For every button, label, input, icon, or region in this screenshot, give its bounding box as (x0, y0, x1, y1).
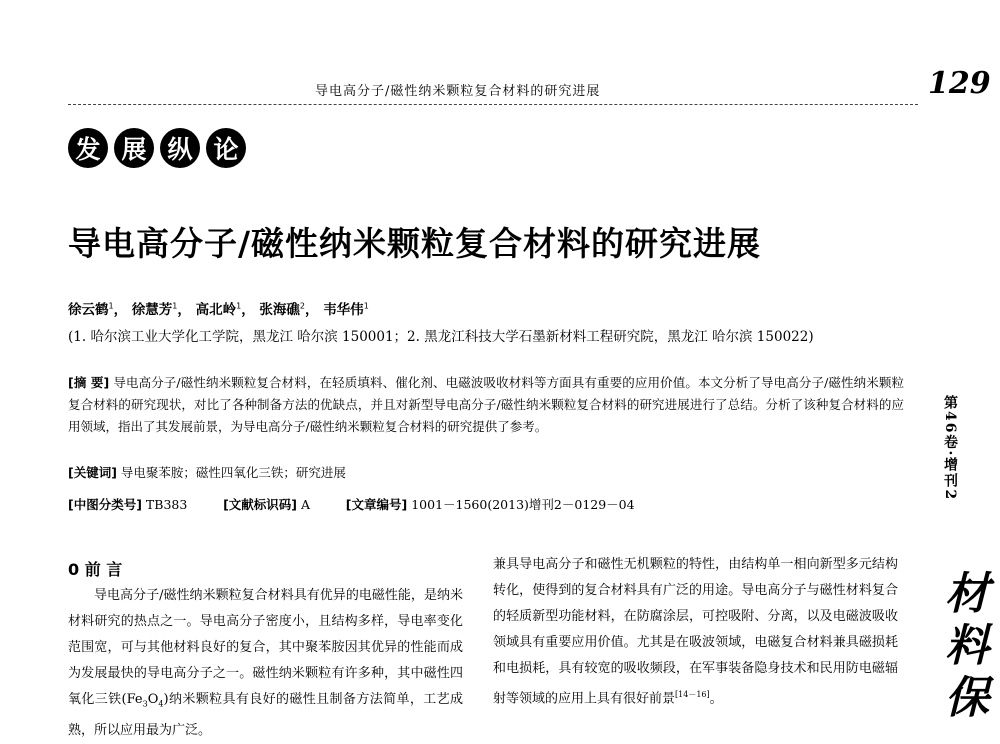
author-name: 韦华伟 (323, 302, 364, 318)
doc-code-value: A (301, 497, 311, 512)
article-no-label: [文章编号] (345, 497, 408, 512)
body-text: 导电高分子/磁性纳米颗粒复合材料具有优异的电磁性能，是纳米材料研究的热点之一。导电高分子密度小，且结构多样，导电率变化范围宽，可与其他材料良好的复合，其中聚苯胺因其优异的性能而成为发展最快的导电高分子之一。磁性纳米颗粒有许多种，其中磁性四氧化三铁(Fe (68, 588, 463, 707)
citation-ref: [14－16] (675, 690, 710, 699)
keywords (68, 463, 346, 481)
author-affiliation-mark: 1 (363, 301, 369, 311)
magazine-name-side: 材料保 (937, 570, 988, 726)
volume-issue-side: 第46卷·增刊2 (942, 395, 958, 502)
classification-line (68, 495, 928, 513)
author-name: 徐慧芳 (131, 302, 173, 318)
author-name: 徐云鹤 (68, 302, 109, 318)
body-column-right (493, 552, 898, 712)
author-affiliation-mark: 2 (299, 301, 305, 311)
clc-label: [中图分类号] (68, 497, 142, 512)
author-affiliation-mark: 1 (172, 301, 178, 311)
subscript: 3 (142, 699, 148, 709)
body-text: 。 (709, 691, 723, 707)
author-name: 张海礁 (259, 302, 300, 318)
abstract-label: [摘 要] (68, 375, 110, 390)
body-text: )纳米颗粒具有良好的磁性且制备方法简单，工艺成熟，所以应用最为广泛。 (68, 692, 464, 738)
body-text: O (147, 692, 159, 707)
section-tag-char: 展 (114, 128, 154, 168)
affiliations: (1. 哈尔滨工业大学化工学院，黑龙江 哈尔滨 150001；2. 黑龙江科技大学石墨新材料工程研究院，黑龙江 哈尔滨 150022) (68, 329, 814, 345)
running-title: 导电高分子/磁性纳米颗粒复合材料的研究进展 (315, 84, 601, 99)
author-affiliation-mark: 1 (236, 301, 242, 311)
section-tag-char: 纵 (160, 128, 200, 168)
section-tag (68, 128, 246, 168)
article-no-value: 1001－1560(2013)增刊2－0129－04 (411, 497, 635, 512)
body-text: 兼具导电高分子和磁性无机颗粒的特性，由结构单一相向新型多元结构转化，使得到的复合材料具有广泛的用途。导电高分子与磁性材料复合的轻质新型功能材料，在防腐涂层，可控吸附、分离，以及电磁波吸收领域具有重要应用价值。尤其是在吸波领域，电磁复合材料兼具磁损耗和电损耗，具有较宽的吸收频段，在军事装备隐身技术和民用防电磁辐射等领域的应用上具有很好前景 (493, 557, 898, 707)
section-heading: 0 前 言 (68, 560, 123, 579)
header-rule (68, 104, 918, 105)
section-tag-char: 论 (206, 128, 246, 168)
clc-value: TB383 (145, 497, 188, 512)
abstract (68, 372, 904, 438)
keywords-label: [关键词] (68, 465, 117, 480)
author-name: 高北岭 (195, 302, 237, 318)
article-title: 导电高分子/磁性纳米颗粒复合材料的研究进展 (68, 224, 762, 263)
page-number: 129 (928, 66, 991, 101)
section-tag-char: 发 (68, 128, 108, 168)
keywords-text: 导电聚苯胺；磁性四氧化三铁；研究进展 (120, 465, 346, 480)
author-affiliation-mark: 1 (108, 301, 114, 311)
author-list: 徐云鹤$^1$， 徐慧芳$^1$， 高北岭$^1$， 张海礁$^2$， 韦华伟$^1$ (68, 301, 369, 318)
subscript: 4 (158, 699, 164, 709)
doc-code-label: [文献标识码] (223, 497, 298, 512)
body-column-left (68, 583, 463, 744)
abstract-text: 导电高分子/磁性纳米颗粒复合材料，在轻质填料、催化剂、电磁波吸收材料等方面具有重要的应用价值。本文分析了导电高分子/磁性纳米颗粒复合材料的研究现状，对比了各种制备方法的优缺点，并且对新型导电高分子/磁性纳米颗粒复合材料的研究进展进行了总结。分析了该种复合材料的应用领域，指出了其发展前景，为导电高分子/磁性纳米颗粒复合材料的研究提供了参考。 (68, 375, 904, 434)
